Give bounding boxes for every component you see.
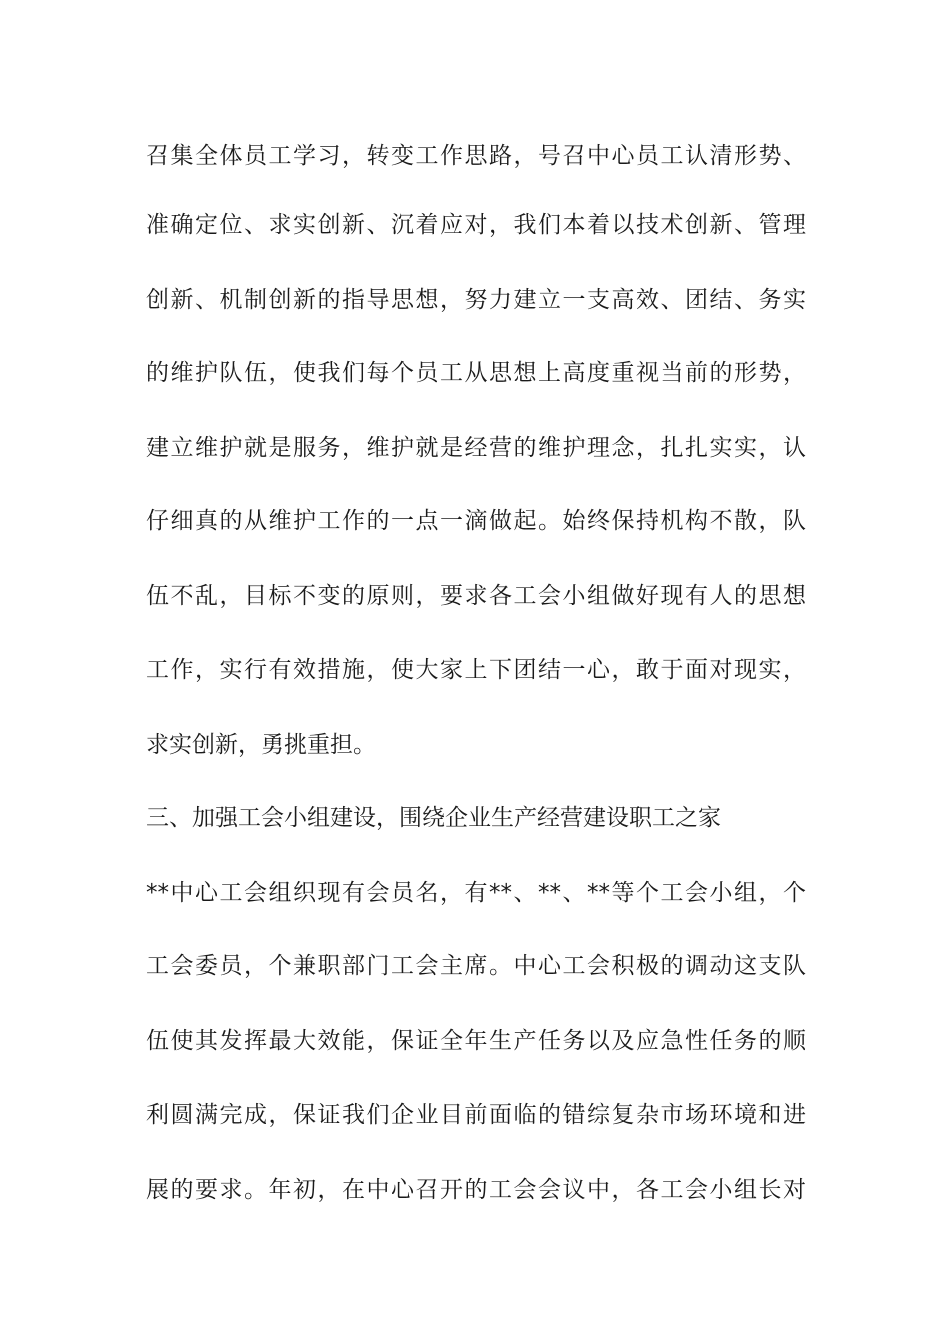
body-text-line: 伍使其发挥最大效能，保证全年生产任务以及应急性任务的顺	[146, 1028, 806, 1054]
body-text-line: 仔细真的从维护工作的一点一滴做起。始终保持机构不散，队	[146, 508, 806, 534]
body-text-line: 求实创新，勇挑重担。	[146, 732, 376, 758]
body-text-line: 伍不乱，目标不变的原则，要求各工会小组做好现有人的思想	[146, 583, 806, 609]
body-text-line: 展的要求。年初，在中心召开的工会会议中，各工会小组长对	[146, 1177, 806, 1203]
body-text-line: 准确定位、求实创新、沉着应对，我们本着以技术创新、管理	[146, 212, 806, 238]
body-text-line: 建立维护就是服务，维护就是经营的维护理念，扎扎实实，认	[146, 435, 806, 461]
section-heading: 三、加强工会小组建设，围绕企业生产经营建设职工之家	[146, 805, 721, 831]
body-text-line: 工作，实行有效措施，使大家上下团结一心，敢于面对现实，	[146, 657, 806, 683]
body-text-line: 召集全体员工学习，转变工作思路，号召中心员工认清形势、	[146, 143, 806, 169]
body-text-line: 工会委员，个兼职部门工会主席。中心工会积极的调动这支队	[146, 953, 806, 979]
body-text-line: 的维护队伍，使我们每个员工从思想上高度重视当前的形势，	[146, 360, 806, 386]
body-text-line: **中心工会组织现有会员名，有**、**、**等个工会小组，个	[146, 880, 806, 906]
body-text-line: 创新、机制创新的指导思想，努力建立一支高效、团结、务实	[146, 287, 806, 313]
body-text-line: 利圆满完成，保证我们企业目前面临的错综复杂市场环境和进	[146, 1102, 806, 1128]
